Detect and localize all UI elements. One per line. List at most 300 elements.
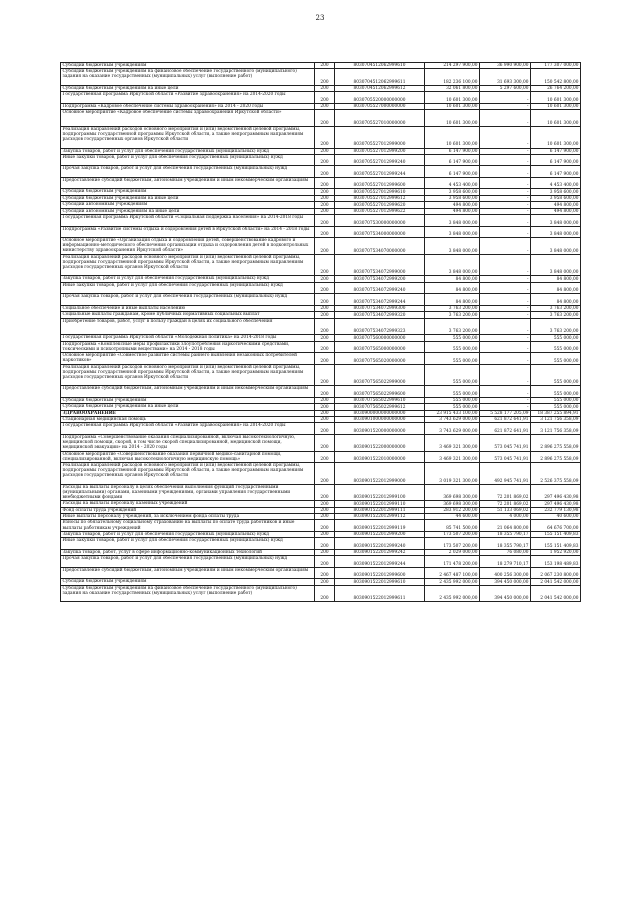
row-name-cell: Подпрограмма «Развитие системы отдыха и оздоровления детей в Иркутской области» на 2014 - 2018 годы [61,227,315,238]
row-remaining-amount-cell: 6 147 900,00 [531,149,581,154]
row-code-cell: 200 [315,386,335,397]
row-executed-amount-cell: - [480,104,531,109]
table-row [61,319,581,336]
row-name-cell: Взносы по обязательному социальному страхованию на выплаты по оплате труда работников и иные выплаты работникам учреждений [61,520,315,531]
row-code-cell: 200 [315,550,335,555]
row-executed-amount-cell: - [480,404,531,409]
row-remaining-amount-cell: 3 848 000,00 [531,255,581,276]
row-classification-code-cell: 8030901520000000000 [335,423,425,434]
row-executed-amount-cell: 18 279 710,17 [480,556,531,567]
row-code-cell: 200 [315,342,335,353]
row-name-cell: Прочая закупка товаров, работ и услуг для обеспечения государственных (муниципальных) нужд [61,166,315,177]
row-approved-amount-cell: 171 478 200,00 [425,556,480,567]
row-executed-amount-cell: - [480,319,531,335]
row-remaining-amount-cell: 555 000,00 [531,353,581,364]
row-remaining-amount-cell: 2 041 542 000,00 [531,586,581,602]
row-code-cell: 200 [315,104,335,109]
row-name-cell: Субсидии бюджетным учреждениям [61,398,315,403]
row-executed-amount-cell: - [480,149,531,154]
row-remaining-amount-cell: 3 958 600,00 [531,196,581,201]
row-code-cell: 200 [315,149,335,154]
row-approved-amount-cell: 3 848 000,00 [425,227,480,238]
row-code-cell: 200 [315,196,335,201]
row-remaining-amount-cell: 84 800,00 [531,276,581,281]
row-executed-amount-cell: - [480,398,531,403]
row-executed-amount-cell: 36 990 900,00 [480,63,531,68]
row-remaining-amount-cell: 3 121 756 358,09 [531,417,581,422]
row-name-cell: ЗДРАВООХРАНЕНИЕ [61,411,315,416]
row-classification-code-cell: 8030705527012999610 [335,189,425,194]
row-approved-amount-cell: 2 435 992 000,00 [425,586,480,602]
row-executed-amount-cell: 72 201 869,02 [480,485,531,501]
table-row [61,520,581,532]
row-name-cell: Иные выплаты персоналу учреждений, за исключением фонда оплаты труда [61,514,315,519]
row-approved-amount-cell: 214 297 900,00 [425,63,480,68]
row-classification-code-cell: 8030707565022999600 [335,386,425,397]
row-remaining-amount-cell: 494 800,00 [531,209,581,214]
row-name-cell: Стационарная медицинская помощь [61,417,315,422]
row-executed-amount-cell: 573 045 741,91 [480,452,531,463]
row-approved-amount-cell: 283 912 200,00 [425,508,480,513]
row-approved-amount-cell: 3 848 000,00 [425,255,480,276]
row-classification-code-cell: 8030705527012999240 [335,155,425,166]
row-approved-amount-cell: 10 601 300,00 [425,127,480,148]
row-approved-amount-cell: 2 435 992 000,00 [425,579,480,584]
row-remaining-amount-cell: 155 151 409,83 [531,532,581,537]
row-approved-amount-cell: 85 741 500,00 [425,520,480,531]
table-row [61,586,581,603]
row-classification-code-cell: 8030707534072999000 [335,255,425,276]
row-code-cell: 200 [315,538,335,549]
row-code-cell: 200 [315,238,335,254]
row-name-cell: Субсидии бюджетным учреждениям на финансовое обеспечение государственного (муниципального) задания на оказание государственных (муниципальных) услуг (выполнение работ) [61,586,315,602]
row-classification-code-cell: 8030901522010000000 [335,452,425,463]
row-name-cell: Реализация направлений расходов основного мероприятия и (или) ведомственной целевой программы, подпрограммы государственной программы Иркутской области, а также непрограммным направлениям расходов государственных органов Иркутской области [61,365,315,386]
row-name-cell: Государственная программа Иркутской области «Молодежная политика» на 2014-2018 годы [61,335,315,340]
row-approved-amount-cell: 555 000,00 [425,365,480,386]
row-classification-code-cell: 8030707534072999244 [335,294,425,305]
row-code-cell: 200 [315,319,335,335]
row-remaining-amount-cell: 10 601 300,00 [531,92,581,103]
row-name-cell: Закупка товаров, работ и услуг для обеспечения государственных (муниципальных) нужд [61,276,315,281]
row-classification-code-cell: 8030707565020000000 [335,353,425,364]
row-remaining-amount-cell: 153 198 489,83 [531,556,581,567]
row-name-cell: Субсидии бюджетным учреждениям на финансовое обеспечение государственного (муниципального) задания на оказание государственных (муниципальных) услуг (выполнение работ) [61,69,315,85]
row-remaining-amount-cell: 3 848 000,00 [531,215,581,226]
row-classification-code-cell: 8030707534072999300 [335,306,425,311]
row-classification-code-cell: 8030901522012999112 [335,514,425,519]
row-executed-amount-cell: - [480,255,531,276]
row-code-cell: 200 [315,417,335,422]
row-classification-code-cell: 8030705527012999200 [335,149,425,154]
table-row [61,238,581,255]
row-executed-amount-cell: - [480,127,531,148]
row-code-cell: 200 [315,520,335,531]
table-row [61,215,581,227]
row-approved-amount-cell: 555 000,00 [425,398,480,403]
table-row [61,227,581,239]
row-classification-code-cell: 8030704512062999610 [335,63,425,68]
row-classification-code-cell: 8030707534072999240 [335,283,425,294]
row-name-cell: Субсидии бюджетным учреждениям на иные цели [61,404,315,409]
row-name-cell: Расходы на выплаты персоналу в целях обеспечения выполнения функций государственными (муниципальными) органами, казенными учреждениями, органами управления государственными внебюджетными фондами [61,485,315,501]
row-executed-amount-cell: - [480,110,531,126]
row-name-cell: Расходы на выплаты персоналу казенных учреждений [61,501,315,506]
row-classification-code-cell: 8030705527000000000 [335,104,425,109]
row-remaining-amount-cell: 150 542 800,00 [531,69,581,85]
row-name-cell: Основное мероприятие «Организация отдыха и оздоровления детей, совершенствование кадрового и информационно-методического обеспечения организации отдыха и оздоровления детей в подконтрольных министерству здравоохранения Иркутской области» [61,238,315,254]
row-approved-amount-cell: 32 061 800,00 [425,86,480,91]
row-classification-code-cell: 8030707565022999610 [335,398,425,403]
table-row [61,92,581,104]
row-approved-amount-cell: 494 800,00 [425,202,480,207]
row-code-cell: 200 [315,586,335,602]
row-remaining-amount-cell: 3 763 200,00 [531,306,581,311]
row-classification-code-cell: 8030901522012999200 [335,532,425,537]
row-approved-amount-cell: 4 453 400,00 [425,178,480,189]
row-name-cell: Подпрограмма «Совершенствование оказания специализированной, включая высокотехнологичную, медицинской помощи, скорой, в том числе скорой специализированной, медицинской помощи, медицинской эвакуации» на 2014 - 2020 годы [61,435,315,451]
row-approved-amount-cell: 555 000,00 [425,353,480,364]
row-approved-amount-cell: 555 000,00 [425,386,480,397]
row-remaining-amount-cell: 297 496 430,98 [531,501,581,506]
row-classification-code-cell: 8030707534070000000 [335,238,425,254]
row-code-cell: 200 [315,110,335,126]
table-row [61,538,581,550]
row-name-cell: Предоставление субсидий бюджетным, автономным учреждениям и иным некоммерческим организациям [61,386,315,397]
row-approved-amount-cell: 3 958 600,00 [425,189,480,194]
row-approved-amount-cell: 44 600,00 [425,514,480,519]
row-approved-amount-cell: 3 763 200,00 [425,306,480,311]
row-executed-amount-cell: - [480,92,531,103]
row-executed-amount-cell: - [480,215,531,226]
row-remaining-amount-cell: 3 848 000,00 [531,227,581,238]
row-classification-code-cell: 8030707565000000000 [335,342,425,353]
row-remaining-amount-cell: 6 147 900,00 [531,166,581,177]
row-classification-code-cell: 8030707530000000000 [335,215,425,226]
row-remaining-amount-cell: 10 601 300,00 [531,104,581,109]
row-executed-amount-cell: - [480,238,531,254]
row-classification-code-cell: 8030707534072999323 [335,319,425,335]
row-code-cell: 200 [315,452,335,463]
row-executed-amount-cell: 492 945 741,91 [480,463,531,484]
table-row [61,485,581,502]
row-name-cell: Закупка товаров, работ, услуг в сфере информационно-коммуникационных технологий [61,550,315,555]
row-executed-amount-cell: 21 064 800,00 [480,520,531,531]
row-approved-amount-cell: 3 763 200,00 [425,312,480,317]
row-remaining-amount-cell: 6 147 900,00 [531,155,581,166]
row-classification-code-cell: 8030900000000000000 [335,411,425,416]
row-executed-amount-cell: 31 693 300,00 [480,69,531,85]
row-classification-code-cell: 8030901522012999611 [335,586,425,602]
row-name-cell: Реализация направлений расходов основного мероприятия и (или) ведомственной целевой программы, подпрограммы государственной программы Иркутской области, а также непрограммным направлениям расходов государственных органов Иркутской области [61,255,315,276]
row-executed-amount-cell: - [480,209,531,214]
row-classification-code-cell: 8030704512062999612 [335,86,425,91]
row-classification-code-cell: 8030707534072999200 [335,276,425,281]
table-row [61,166,581,178]
row-name-cell: Иные закупки товаров, работ и услуг для обеспечения государственных (муниципальных) нужд [61,538,315,549]
row-remaining-amount-cell: 155 151 409,83 [531,538,581,549]
row-classification-code-cell: 8030705527012999620 [335,202,425,207]
row-approved-amount-cell: 173 507 200,00 [425,532,480,537]
row-approved-amount-cell: 555 000,00 [425,404,480,409]
row-remaining-amount-cell: 555 000,00 [531,386,581,397]
row-executed-amount-cell: 4 000,00 [480,514,531,519]
row-remaining-amount-cell: 10 601 300,00 [531,127,581,148]
row-code-cell: 200 [315,227,335,238]
row-executed-amount-cell: - [480,342,531,353]
row-approved-amount-cell: 555 000,00 [425,335,480,340]
row-executed-amount-cell: 394 450 000,00 [480,586,531,602]
row-name-cell: Закупка товаров, работ и услуг для обеспечения государственных (муниципальных) нужд [61,149,315,154]
row-name-cell: Иные закупки товаров, работ и услуг для обеспечения государственных (муниципальных) нужд [61,155,315,166]
row-executed-amount-cell: 18 355 790,17 [480,532,531,537]
row-classification-code-cell: 8030901000000000000 [335,417,425,422]
row-executed-amount-cell: 72 201 869,02 [480,501,531,506]
row-name-cell: Прочая закупка товаров, работ и услуг для обеспечения государственных (муниципальных) нужд [61,294,315,305]
row-approved-amount-cell: 6 147 900,00 [425,166,480,177]
row-name-cell: Субсидии бюджетным учреждениям на иные цели [61,196,315,201]
row-executed-amount-cell: 51 133 069,02 [480,508,531,513]
row-executed-amount-cell: 76 080,00 [480,550,531,555]
row-remaining-amount-cell: 3 848 000,00 [531,238,581,254]
row-classification-code-cell: 8030901522012999111 [335,508,425,513]
row-classification-code-cell: 8030707565022999000 [335,365,425,386]
row-classification-code-cell: 8030704512062999611 [335,69,425,85]
row-name-cell: Государственная программа Иркутской области «Социальная поддержка населения» на 2014-2018 годы [61,215,315,226]
table-row [61,155,581,167]
row-code-cell: 200 [315,423,335,434]
row-executed-amount-cell: - [480,276,531,281]
row-code-cell: 200 [315,166,335,177]
row-name-cell: Социальные выплаты гражданам, кроме публичных нормативных социальных выплат [61,312,315,317]
table-row [61,463,581,485]
row-classification-code-cell: 8030705527012999622 [335,209,425,214]
row-remaining-amount-cell: 2 041 542 000,00 [531,579,581,584]
row-code-cell: 200 [315,215,335,226]
row-classification-code-cell: 8030705527012999600 [335,178,425,189]
row-code-cell: 200 [315,178,335,189]
row-code-cell: 200 [315,69,335,85]
row-code-cell: 200 [315,404,335,409]
row-classification-code-cell: 8030901522012999242 [335,550,425,555]
row-approved-amount-cell: 84 800,00 [425,283,480,294]
row-remaining-amount-cell: 232 779 130,98 [531,508,581,513]
row-executed-amount-cell: - [480,227,531,238]
row-code-cell: 200 [315,209,335,214]
row-code-cell: 200 [315,335,335,340]
budget-report-table [60,62,581,602]
row-executed-amount-cell: 621 872 641,91 [480,423,531,434]
row-remaining-amount-cell: 10 601 300,00 [531,110,581,126]
row-classification-code-cell: 8030707565022999612 [335,404,425,409]
row-approved-amount-cell: 3 848 000,00 [425,215,480,226]
row-name-cell: Закупка товаров, работ и услуг для обеспечения государственных (муниципальных) нужд [61,532,315,537]
row-executed-amount-cell: - [480,178,531,189]
row-remaining-amount-cell: 555 000,00 [531,335,581,340]
row-executed-amount-cell: - [480,294,531,305]
table-row [61,423,581,435]
row-remaining-amount-cell: 64 676 700,00 [531,520,581,531]
row-approved-amount-cell: 3 469 321 300,00 [425,435,480,451]
row-remaining-amount-cell: 555 000,00 [531,342,581,353]
row-remaining-amount-cell: 3 121 756 358,09 [531,423,581,434]
row-approved-amount-cell: 10 601 300,00 [425,104,480,109]
row-name-cell: Предоставление субсидий бюджетным, автономным учреждениям и иным некоммерческим организациям [61,568,315,579]
row-classification-code-cell: 8030705527012999244 [335,166,425,177]
row-code-cell: 200 [315,508,335,513]
row-remaining-amount-cell: 18 387 255 894,91 [531,411,581,416]
row-code-cell: 200 [315,532,335,537]
row-executed-amount-cell: - [480,166,531,177]
row-approved-amount-cell: 3 848 000,00 [425,238,480,254]
row-approved-amount-cell: 23 915 433 100,00 [425,411,480,416]
row-executed-amount-cell: - [480,365,531,386]
row-name-cell: Субсидии автономным учреждениям на иные цели [61,209,315,214]
row-remaining-amount-cell: 2 526 375 558,09 [531,463,581,484]
row-name-cell: Основное мероприятие «Совместное развитие системы раннего выявления незаконных потребителей наркотиков» [61,353,315,364]
row-code-cell: 200 [315,255,335,276]
row-approved-amount-cell: 6 147 900,00 [425,155,480,166]
row-remaining-amount-cell: 555 000,00 [531,404,581,409]
row-approved-amount-cell: 182 236 100,00 [425,69,480,85]
row-executed-amount-cell: - [480,202,531,207]
table-row [61,452,581,464]
table-row [61,255,581,277]
row-remaining-amount-cell: 555 000,00 [531,398,581,403]
row-executed-amount-cell: - [480,335,531,340]
row-remaining-amount-cell: 177 307 000,00 [531,63,581,68]
row-classification-code-cell: 8030901522012999119 [335,520,425,531]
row-name-cell: Государственная программа Иркутской области «Развитие здравоохранения» на 2014-2020 годы [61,92,315,103]
page-number: 23 [315,14,325,22]
row-remaining-amount-cell: 2 896 275 558,09 [531,452,581,463]
row-name-cell: Реализация направлений расходов основного мероприятия и (или) ведомственной целевой программы, подпрограммы государственной программы Иркутской области, а также непрограммным направлениям расходов государственных органов Иркутской области [61,463,315,484]
row-classification-code-cell: 8030901522012999600 [335,568,425,579]
row-approved-amount-cell: 2 029 000,00 [425,550,480,555]
table-row [61,435,581,452]
table-row [61,127,581,149]
table-row [61,353,581,365]
row-code-cell: 200 [315,556,335,567]
row-approved-amount-cell: 369 698 300,00 [425,485,480,501]
row-classification-code-cell: 8030707534072999320 [335,312,425,317]
row-code-cell: 200 [315,485,335,501]
row-executed-amount-cell: - [480,196,531,201]
row-remaining-amount-cell: 297 496 430,98 [531,485,581,501]
table-row [61,556,581,568]
row-approved-amount-cell: 3 019 321 300,00 [425,463,480,484]
row-remaining-amount-cell: 1 952 920,00 [531,550,581,555]
row-executed-amount-cell: - [480,306,531,311]
row-remaining-amount-cell: 3 958 600,00 [531,189,581,194]
table-row [61,568,581,580]
row-name-cell: Основное мероприятие «Совершенствование оказания первичной медико-санитарной помощи, специализированной, включая высокотехнологичную медицинскую помощь» [61,452,315,463]
row-code-cell: 200 [315,365,335,386]
row-remaining-amount-cell: 494 800,00 [531,202,581,207]
row-code-cell: 200 [315,306,335,311]
row-remaining-amount-cell: 40 600,00 [531,514,581,519]
table-row [61,283,581,295]
row-name-cell: Субсидии автономным учреждениям [61,202,315,207]
row-approved-amount-cell: 84 800,00 [425,294,480,305]
row-executed-amount-cell: 18 355 790,17 [480,538,531,549]
row-name-cell: Реализация направлений расходов основного мероприятия и (или) ведомственной целевой программы, подпрограммы государственной программы Иркутской области, а также непрограммным направлениям расходов государственных органов Иркутской области [61,127,315,148]
row-approved-amount-cell: 3 469 321 300,00 [425,452,480,463]
row-executed-amount-cell: 400 256 300,00 [480,568,531,579]
row-remaining-amount-cell: 84 800,00 [531,283,581,294]
row-code-cell: 200 [315,579,335,584]
row-approved-amount-cell: 3 958 600,00 [425,196,480,201]
row-code-cell: 200 [315,86,335,91]
row-executed-amount-cell: - [480,353,531,364]
row-executed-amount-cell: - [480,155,531,166]
row-approved-amount-cell: 10 601 300,00 [425,92,480,103]
row-code-cell: 200 [315,276,335,281]
row-classification-code-cell: 8030901522012999244 [335,556,425,567]
row-classification-code-cell: 8030901522000000000 [335,435,425,451]
row-executed-amount-cell: 394 450 000,00 [480,579,531,584]
table-row [61,294,581,306]
row-name-cell: Субсидии бюджетным учреждениям на иные цели [61,86,315,91]
row-approved-amount-cell: 173 507 200,00 [425,538,480,549]
row-approved-amount-cell: 3 763 200,00 [425,319,480,335]
table-row [61,178,581,190]
row-remaining-amount-cell: 2 067 230 800,00 [531,568,581,579]
row-name-cell: Иные закупки товаров, работ и услуг для обеспечения государственных (муниципальных) нужд [61,283,315,294]
row-code-cell: 200 [315,63,335,68]
row-classification-code-cell: 8030901522012999240 [335,538,425,549]
row-executed-amount-cell: - [480,283,531,294]
row-classification-code-cell: 8030707560000000000 [335,335,425,340]
row-executed-amount-cell: 5 528 177 205,09 [480,411,531,416]
row-name-cell: Субсидии бюджетным учреждениям [61,579,315,584]
row-classification-code-cell: 8030705527012999612 [335,196,425,201]
row-code-cell: 200 [315,568,335,579]
row-code-cell: 200 [315,435,335,451]
row-remaining-amount-cell: 3 763 200,00 [531,312,581,317]
row-approved-amount-cell: 494 800,00 [425,209,480,214]
row-executed-amount-cell: - [480,189,531,194]
row-approved-amount-cell: 369 698 300,00 [425,501,480,506]
row-classification-code-cell: 8030901522012999000 [335,463,425,484]
row-name-cell: Социальное обеспечение и иные выплаты населению [61,306,315,311]
row-code-cell: 200 [315,202,335,207]
row-classification-code-cell: 8030707534000000000 [335,227,425,238]
row-name-cell: Предоставление субсидий бюджетным, автономным учреждениям и иным некоммерческим организациям [61,178,315,189]
row-classification-code-cell: 8030705527010000000 [335,110,425,126]
row-approved-amount-cell: 3 743 629 000,00 [425,417,480,422]
row-code-cell: 200 [315,353,335,364]
row-classification-code-cell: 8030901522012999110 [335,501,425,506]
row-name-cell: Субсидии бюджетным учреждениям [61,63,315,68]
row-code-cell: 200 [315,127,335,148]
row-approved-amount-cell: 2 467 487 100,00 [425,568,480,579]
row-name-cell: Подпрограмма «Кадровое обеспечение системы здравоохранения» на 2014 - 2020 годы [61,104,315,109]
row-remaining-amount-cell: 4 453 400,00 [531,178,581,189]
row-name-cell: Основное мероприятие «Кадровое обеспечение системы здравоохранения Иркутской области» [61,110,315,126]
row-code-cell: 200 [315,312,335,317]
table-row [61,110,581,127]
table-row [61,365,581,387]
row-executed-amount-cell: - [480,312,531,317]
row-code-cell: 200 [315,463,335,484]
row-classification-code-cell: 8030705520000000000 [335,92,425,103]
row-classification-code-cell: 8030705527012999000 [335,127,425,148]
table-row [61,386,581,398]
row-code-cell: 200 [315,92,335,103]
row-code-cell: 200 [315,411,335,416]
table-row [61,69,581,86]
